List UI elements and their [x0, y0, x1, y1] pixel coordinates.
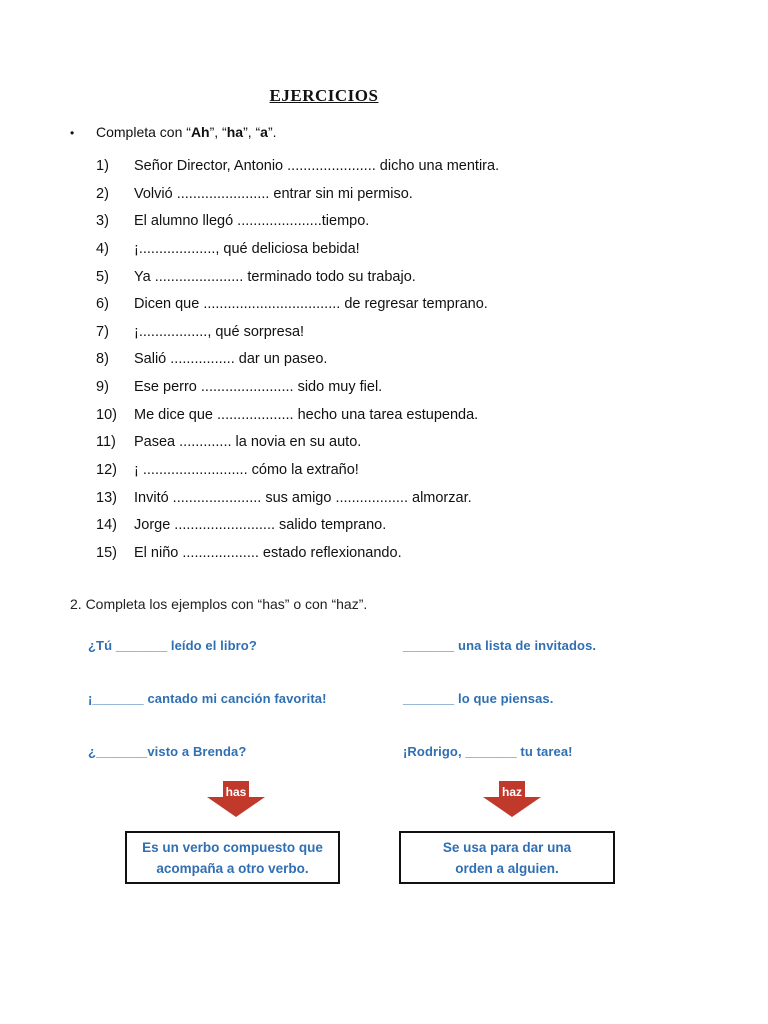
list-item	[96, 319, 499, 347]
item-number: 13)	[96, 489, 117, 506]
item-number: 14)	[96, 517, 117, 534]
item-number: 5)	[96, 268, 109, 285]
definition-box-has	[125, 831, 340, 884]
instruction-2: 2. Completa los ejemplos con “has” o con “haz”.	[70, 596, 368, 612]
arrow-label-has: has	[225, 785, 247, 799]
item-text: Invitó ...................... sus amigo .................. almorzar.	[134, 489, 472, 506]
list-item	[96, 457, 499, 485]
option-a: a	[260, 124, 268, 140]
item-text: El niño ................... estado reflexionando.	[134, 544, 402, 561]
instruction-suffix: ”.	[267, 124, 277, 140]
option-ah: Ah	[190, 124, 210, 140]
list-item	[96, 512, 499, 540]
item-number: 15)	[96, 544, 117, 561]
item-text: Salió ................ dar un paseo.	[134, 351, 328, 368]
item-number: 10)	[96, 406, 117, 423]
item-number: 4)	[96, 240, 109, 257]
item-text: ¡..................., qué deliciosa bebida!	[134, 240, 360, 257]
list-item	[96, 291, 499, 319]
item-text: Ese perro ....................... sido muy fiel.	[134, 379, 383, 396]
example-left-1: ¿Tú _______ leído el libro?	[88, 638, 257, 653]
item-text: Señor Director, Antonio ...................... dicho una mentira.	[134, 158, 500, 174]
box-text-line: acompaña a otro verbo.	[156, 860, 309, 876]
list-item	[96, 402, 499, 430]
bullet-icon: •	[70, 126, 75, 140]
definition-box-haz	[399, 831, 615, 884]
item-text: El alumno llegó .....................tiempo.	[134, 213, 370, 230]
box-text-line: Se usa para dar una	[442, 839, 572, 855]
item-number: 3)	[96, 213, 109, 230]
item-number: 7)	[96, 323, 109, 340]
item-number: 6)	[96, 296, 109, 313]
item-number: 8)	[96, 351, 109, 368]
list-item	[96, 208, 499, 236]
item-text: Dicen que .................................. de regresar temprano.	[134, 296, 488, 313]
list-item	[96, 540, 499, 568]
list-item	[96, 181, 499, 209]
item-text: Me dice que ................... hecho una tarea estupenda.	[134, 406, 479, 423]
item-number: 12)	[96, 462, 117, 479]
item-text: Ya ...................... terminado todo su trabajo.	[134, 268, 416, 285]
instruction-1	[70, 124, 277, 140]
item-number: 1)	[96, 158, 109, 174]
list-item	[96, 264, 499, 292]
example-left-3: ¿_______visto a Brenda?	[88, 744, 247, 759]
example-right-1: _______ una lista de invitados.	[403, 638, 597, 653]
list-item	[96, 153, 499, 181]
arrow-label-haz: haz	[501, 785, 522, 799]
separator: ”, “	[209, 124, 227, 140]
item-text: Pasea ............. la novia en su auto.	[134, 434, 362, 451]
box-text-line: orden a alguien.	[455, 860, 559, 876]
list-item	[96, 236, 499, 264]
arrow-down-icon	[483, 781, 541, 817]
page-title: EJERCICIOS	[269, 86, 379, 105]
item-text: ¡ .......................... cómo la extraño!	[134, 462, 359, 479]
example-right-3: ¡Rodrigo, _______ tu tarea!	[403, 744, 573, 759]
arrow-down-icon	[207, 781, 265, 817]
list-item	[96, 374, 499, 402]
item-text: ¡................., qué sorpresa!	[134, 323, 305, 340]
item-text: Jorge ......................... salido temprano.	[134, 517, 387, 534]
example-left-2: ¡_______ cantado mi canción favorita!	[88, 691, 327, 706]
option-ha: ha	[226, 124, 244, 140]
instruction-prefix: Completa con “	[96, 124, 191, 140]
separator: ”, “	[243, 124, 261, 140]
exercise-list	[96, 153, 499, 568]
example-right-2: _______ lo que piensas.	[403, 691, 554, 706]
box-text-line: Es un verbo compuesto que	[142, 839, 323, 855]
list-item	[96, 429, 499, 457]
item-number: 9)	[96, 379, 109, 396]
item-number: 2)	[96, 185, 109, 202]
list-item	[96, 346, 499, 374]
item-number: 11)	[96, 434, 116, 451]
item-text: Volvió ....................... entrar sin mi permiso.	[134, 185, 413, 202]
list-item	[96, 485, 499, 513]
